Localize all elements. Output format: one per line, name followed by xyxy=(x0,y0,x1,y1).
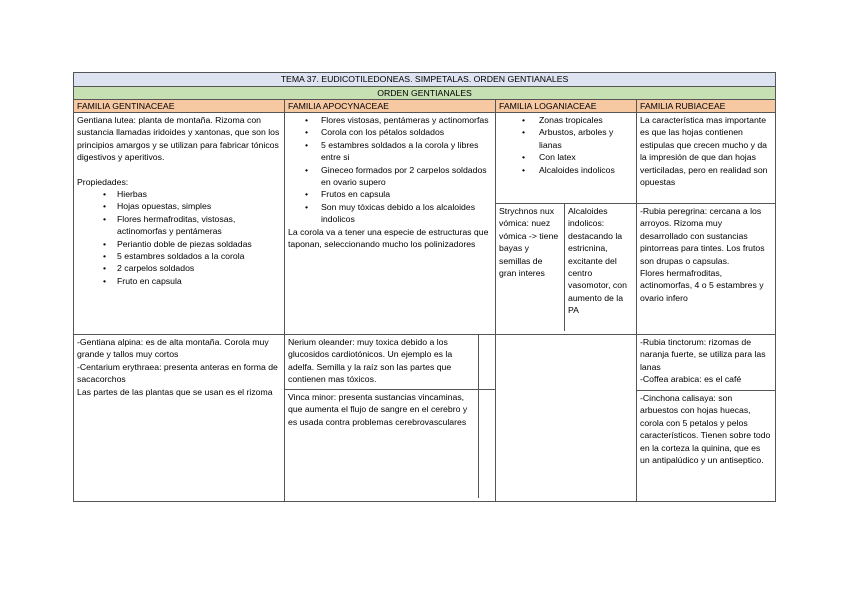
gentianaceae-examples xyxy=(74,335,285,502)
loganiaceae-split xyxy=(496,204,636,331)
rubiaceae-examples-top xyxy=(637,335,775,391)
gentianaceae-example-3: Las partes de las plantas que se usan es el rizoma xyxy=(77,386,273,397)
list-item: • Corola con los pétalos soldados xyxy=(288,126,492,138)
list-item: • Hierbas xyxy=(77,188,281,200)
rubia-peregrina-block xyxy=(637,204,775,305)
apocynaceae-examples-layout xyxy=(285,335,495,498)
gentianaceae-intro: Gentiana lutea: planta de montaña. Rizoma con sustancia llamadas iridoides y xantonas, que son los principios amargos y se utilizan para fabricar tónicos digestivos y aperitivos. xyxy=(77,115,280,163)
apocynaceae-examples-cell xyxy=(285,335,496,502)
rubiaceae-examples xyxy=(637,335,776,502)
loganiaceae-props-list xyxy=(499,114,633,176)
gentianaceae-example-2: -Centarium erythraea: presenta anteras en forma de sacacorchos xyxy=(77,361,278,385)
list-item: • 5 estambres soldados a la corola xyxy=(77,250,281,262)
strychnos-cell: Strychnos nux vómica: nuez vómica -> tiene bayas y semillas de gran interes xyxy=(496,204,565,331)
list-item: • Fruto en capsula xyxy=(77,275,281,287)
list-item: • Gineceo formados por 2 carpelos soldados en ovario supero xyxy=(288,164,492,189)
list-item: • Flores hermafroditas, vistosas, actinomorfas y pentámeras xyxy=(77,213,281,238)
rubiaceae-intro: La característica mas importante es que las hojas contienen estipulas que crecen mucho y da la impresión de que dan hojas verticiladas, pero en realidad son opuestas xyxy=(637,113,775,204)
table-title: TEMA 37. EUDICOTILEDONEAS. SIMPETALAS. ORDEN GENTIANALES xyxy=(74,73,776,87)
loganiaceae-cell xyxy=(496,113,637,335)
family-header-rubiaceae: FAMILIA RUBIACEAE xyxy=(637,100,776,113)
list-item: • 5 estambres soldados a la corola y libres entre si xyxy=(288,139,492,164)
loganiaceae-empty xyxy=(496,335,637,502)
rubia-peregrina-flowers: Flores hermafroditas, actinomorfas, 4 o 5 estambres y ovario infero xyxy=(640,268,764,303)
list-item: • Frutos en capsula xyxy=(288,188,492,200)
empty-cell xyxy=(479,335,495,390)
gentianales-table xyxy=(73,72,776,502)
family-header-gentianaceae: FAMILIA GENTINACEAE xyxy=(74,100,285,113)
apocynaceae-note: La corola va a tener una especie de estructuras que taponan, seleccionando mucho los polinizadores xyxy=(288,226,489,250)
cinchona-calisaya: -Cinchona calisaya: son arbuestos con hojas huecas, corola con 5 petalos y pelos característicos. Tienen sobre todo en la corteza la quinina, que es un antipalúdico y un antiseptico. xyxy=(640,393,771,466)
nerium-oleander: Nerium oleander: muy toxica debido a los glucosidos cardiotónicos. Un ejemplo es la adelfa. Semilla y la raíz son las partes que contienen mas tóxicos. xyxy=(285,335,478,390)
list-item: • Alcaloides indolicos xyxy=(499,164,633,176)
gentianaceae-props-list xyxy=(77,188,281,287)
list-item: • 2 carpelos soldados xyxy=(77,262,281,274)
rubiaceae-cell xyxy=(637,113,776,335)
rubia-peregrina-text: -Rubia peregrina: cercana a los arroyos. Rizoma muy desarrollado con sustancias pintorreas para tintes. Los frutos son drupas o capsulas. xyxy=(640,206,765,266)
alkaloids-cell: Alcaloides indolicos: destacando la estricnina, excitante del centro vasomotor, con aumento de la PA xyxy=(568,206,627,316)
gentianaceae-description xyxy=(74,113,285,335)
list-item: • Zonas tropicales xyxy=(499,114,633,126)
family-header-loganiaceae: FAMILIA LOGANIACEAE xyxy=(496,100,637,113)
apocynaceae-empty-column xyxy=(479,335,495,498)
rubia-tinctorum: -Rubia tinctorum: rizomas de naranja fuerte, se utiliza para las lanas xyxy=(640,337,766,372)
list-item: • Con latex xyxy=(499,151,633,163)
apocynaceae-props-list xyxy=(288,114,492,226)
order-title: ORDEN GENTIANALES xyxy=(74,87,776,100)
vinca-minor: Vinca minor: presenta sustancias vincaminas, que aumenta el flujo de sangre en el cerebro y es usada contra problemas cerebrovasculares xyxy=(288,392,468,427)
gentianaceae-props-label: Propiedades: xyxy=(77,176,129,187)
list-item: • Flores vistosas, pentámeras y actinomorfas xyxy=(288,114,492,126)
apocynaceae-examples xyxy=(285,335,479,498)
apocynaceae-description xyxy=(285,113,496,335)
family-header-apocynaceae: FAMILIA APOCYNACEAE xyxy=(285,100,496,113)
gentianaceae-example-1: -Gentiana alpina: es de alta montaña. Corola muy grande y tallos muy cortos xyxy=(77,337,269,360)
list-item: • Periantio doble de piezas soldadas xyxy=(77,238,281,250)
coffea-arabica: -Coffea arabica: es el café xyxy=(640,374,742,385)
loganiaceae-props-block xyxy=(496,113,636,204)
list-item: • Hojas opuestas, simples xyxy=(77,200,281,212)
list-item: • Arbustos, arboles y lianas xyxy=(499,126,633,151)
list-item: • Son muy tóxicas debido a los alcaloides indolicos xyxy=(288,201,492,226)
